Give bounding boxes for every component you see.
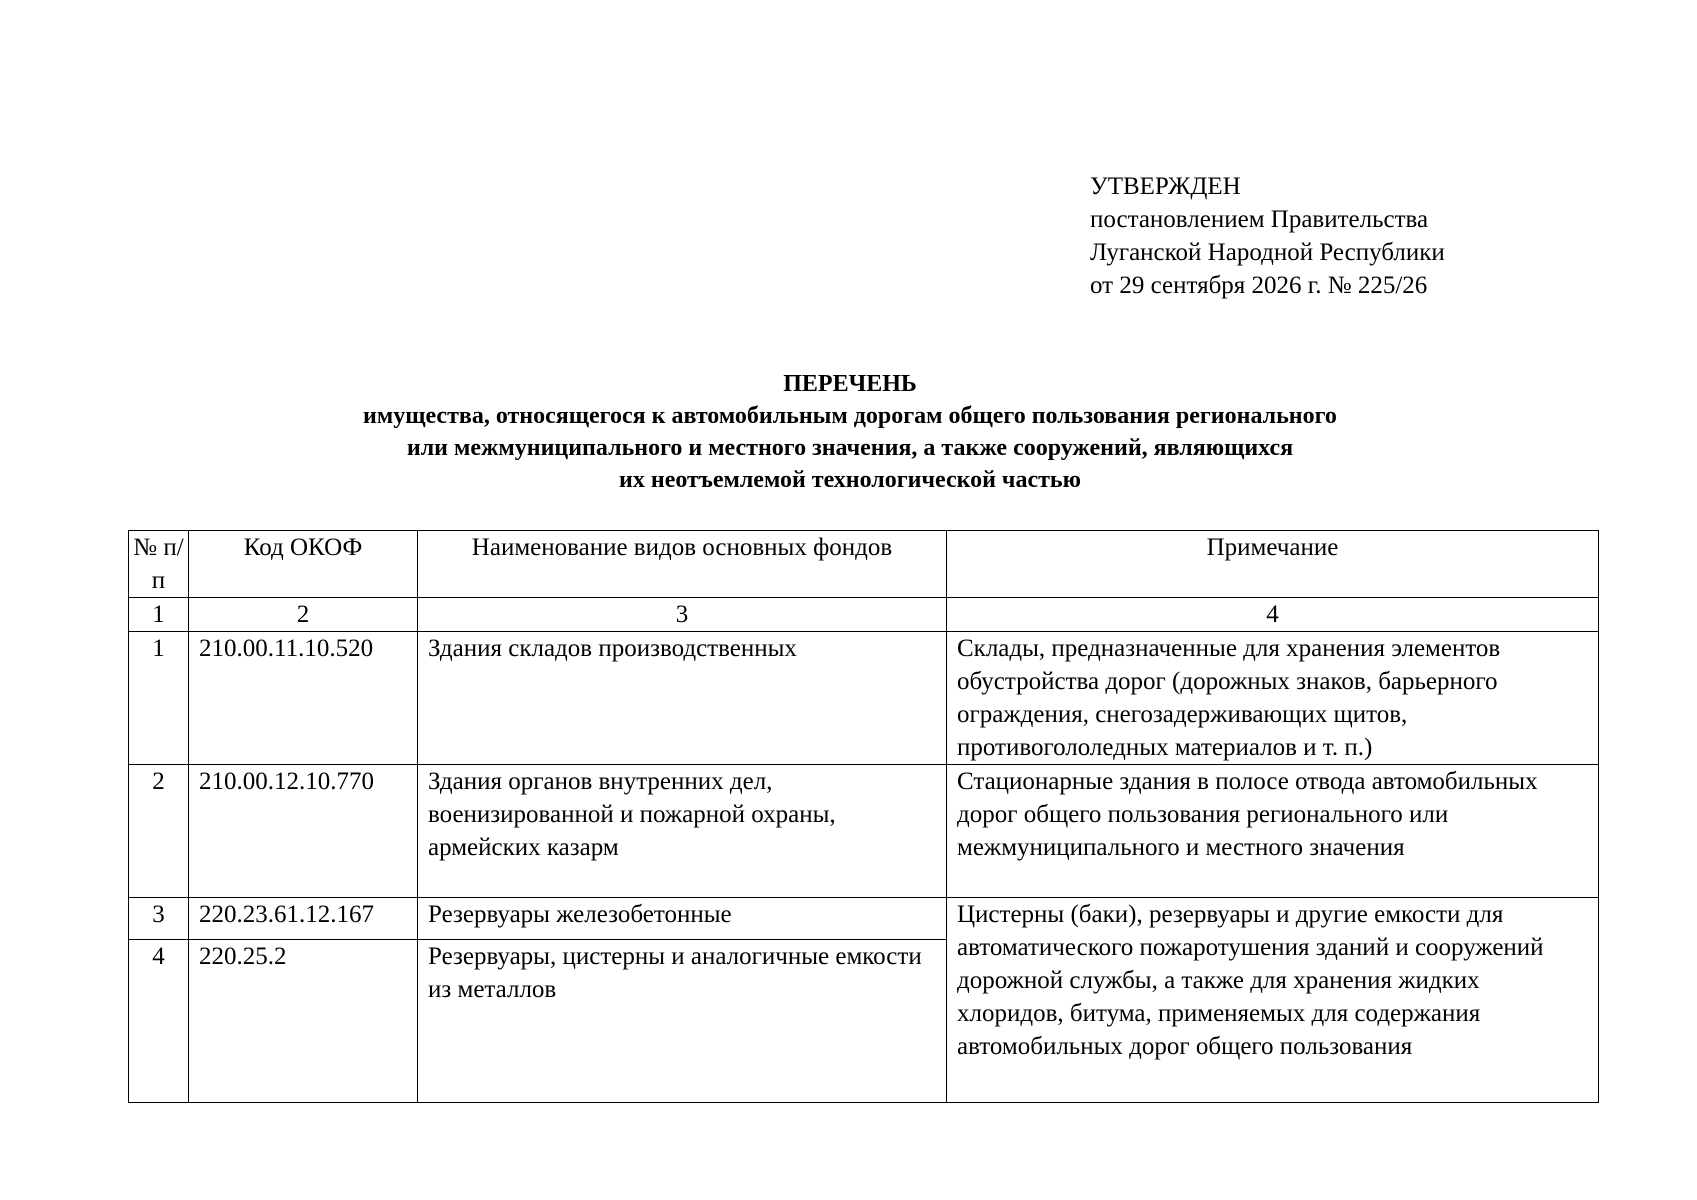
row-num: 2 [129,765,189,898]
table-header-row [129,531,1599,598]
row-name: Здания органов внутренних дел, военизированной и пожарной охраны, армейских казарм [418,765,947,898]
header-note: Примечание [947,531,1599,598]
header-num: № п/п [129,531,189,598]
approval-line: постановлением Правительства [1090,206,1429,233]
row-name: Резервуары железобетонные [418,898,947,940]
approval-stamp [1090,170,1445,302]
column-index: 3 [418,598,947,632]
column-index: 4 [947,598,1599,632]
row-note-merged: Цистерны (баки), резервуары и другие емкости для автоматического пожаротушения зданий и сооружений дорожной службы, а также для хранения жидких хлоридов, битума, применяемых для содержания автомобильных дорог общего пользования [947,898,1599,1103]
document-subtitle: имущества, относящегося к автомобильным дорогам общего пользования регионального [363,403,1337,429]
row-name: Резервуары, цистерны и аналогичные емкости из металлов [418,940,947,1103]
column-index: 1 [129,598,189,632]
table-row [129,632,1599,765]
document-heading [130,368,1570,496]
approval-date-number: от 29 сентября 2026 г. № 225/26 [1090,272,1428,299]
table-row [129,765,1599,898]
column-index: 2 [189,598,418,632]
row-code: 210.00.12.10.770 [189,765,418,898]
table-row [129,898,1599,940]
row-name: Здания складов производственных [418,632,947,765]
approval-title: УТВЕРЖДЕН [1090,173,1241,200]
row-num: 3 [129,898,189,940]
row-code: 220.25.2 [189,940,418,1103]
property-list-table [128,530,1599,1103]
row-code: 220.23.61.12.167 [189,898,418,940]
row-code: 210.00.11.10.520 [189,632,418,765]
row-note: Стационарные здания в полосе отвода автомобильных дорог общего пользования регионального или межмуниципального и местного значения [947,765,1599,898]
column-index-row [129,598,1599,632]
row-num: 1 [129,632,189,765]
row-num: 4 [129,940,189,1103]
approval-line: Луганской Народной Республики [1090,239,1445,266]
document-subtitle: их неотъемлемой технологической частью [619,467,1081,493]
document-title: ПЕРЕЧЕНЬ [783,371,917,397]
header-code: Код ОКОФ [189,531,418,598]
row-note: Склады, предназначенные для хранения элементов обустройства дорог (дорожных знаков, барьерного ограждения, снегозадерживающих щитов, противогололедных материалов и т. п.) [947,632,1599,765]
document-subtitle: или межмуниципального и местного значения, а также сооружений, являющихся [406,435,1294,461]
header-name: Наименование видов основных фондов [418,531,947,598]
